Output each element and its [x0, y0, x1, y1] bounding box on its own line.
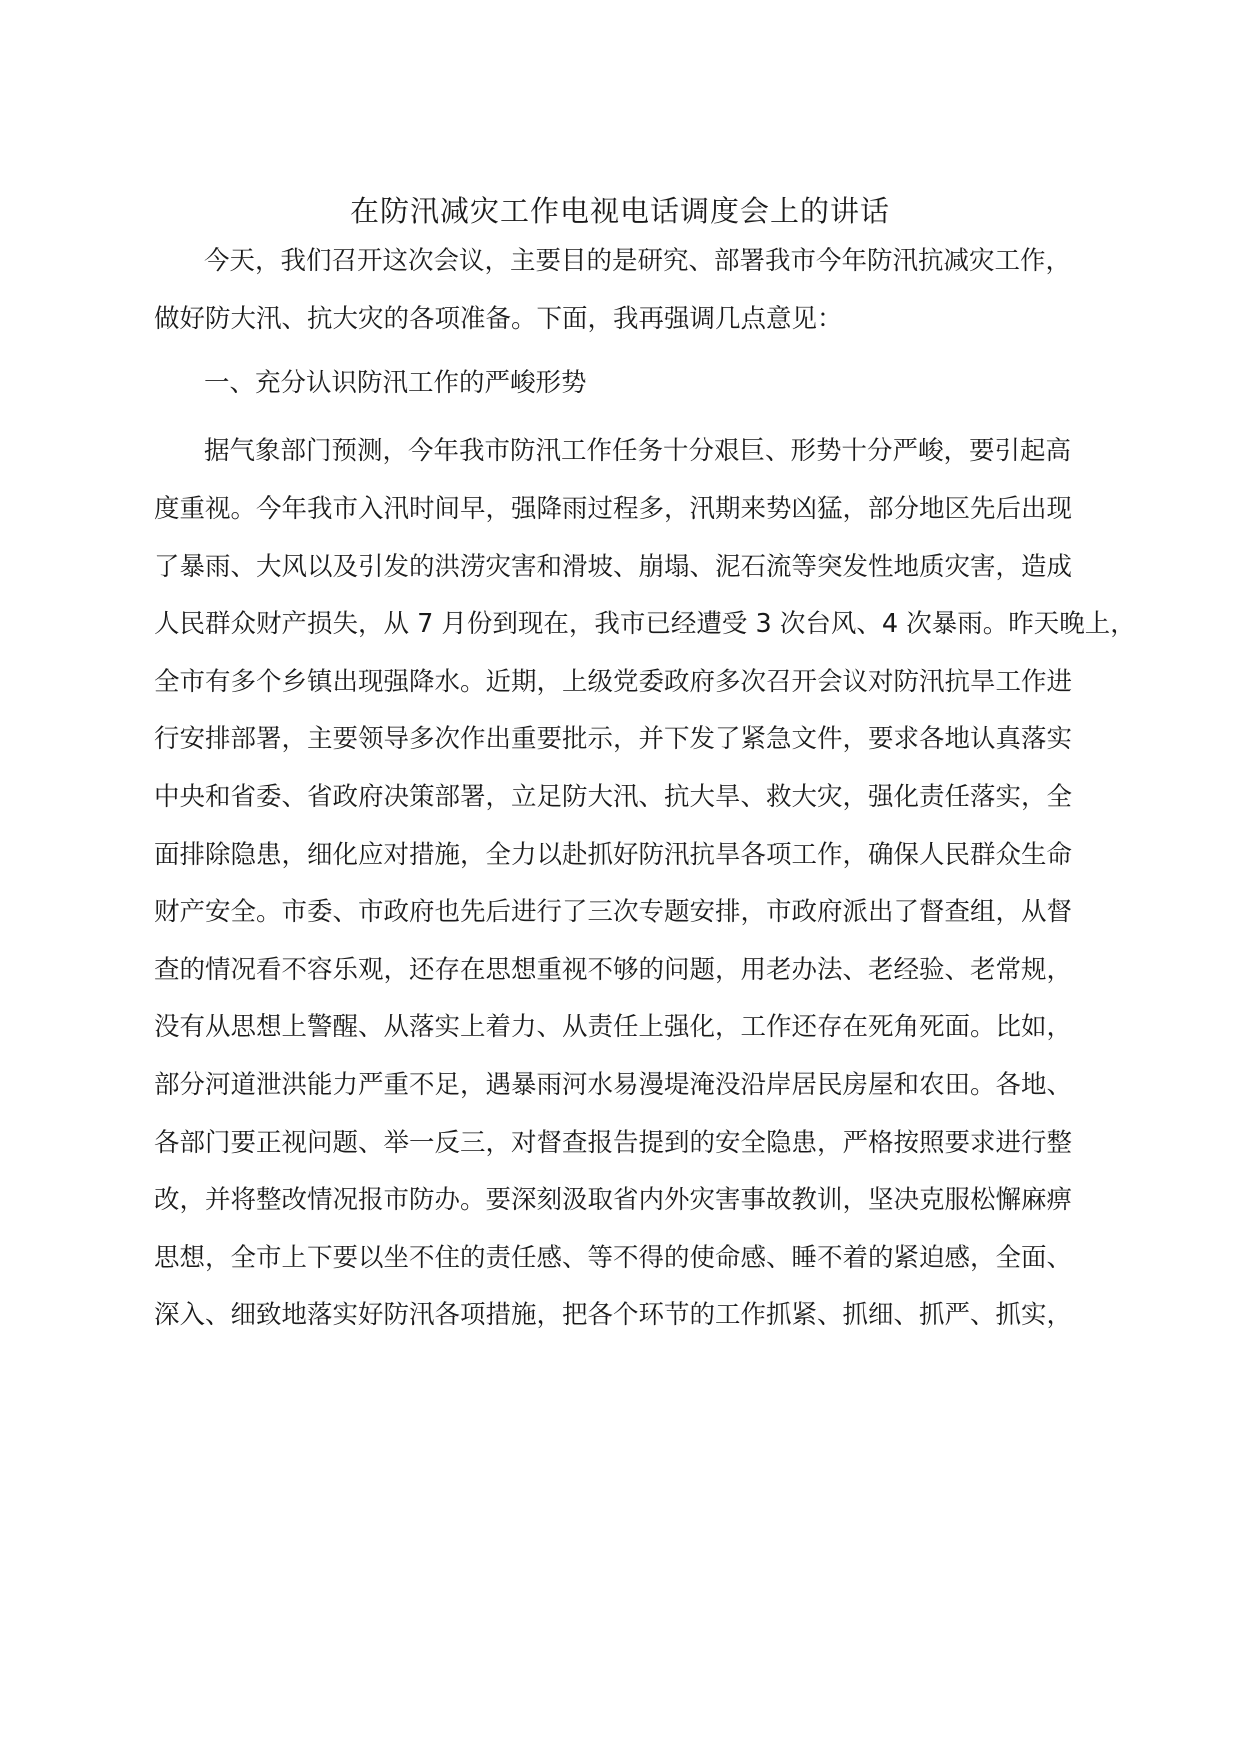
body-line: 行安排部署，主要领导多次作出重要批示，并下发了紧急文件，要求各地认真落实	[154, 724, 1073, 754]
body-line: 全市有多个乡镇出现强降水。近期，上级党委政府多次召开会议对防汛抗旱工作进	[154, 667, 1073, 697]
body-line: 了暴雨、大风以及引发的洪涝灾害和滑坡、崩塌、泥石流等突发性地质灾害，造成	[154, 552, 1073, 582]
body-line: 中央和省委、省政府决策部署，立足防大汛、抗大旱、救大灾，强化责任落实，全	[154, 782, 1073, 812]
body-line: 度重视。今年我市入汛时间早，强降雨过程多，汛期来势凶猛，部分地区先后出现	[154, 494, 1073, 524]
body-line: 财产安全。市委、市政府也先后进行了三次专题安排，市政府派出了督查组，从督	[154, 897, 1073, 927]
body-line: 思想，全市上下要以坐不住的责任感、等不得的使命感、睡不着的紧迫感，全面、	[154, 1243, 1073, 1273]
document-title: 在防汛减灾工作电视电话调度会上的讲话	[349, 194, 890, 228]
body-line: 深入、细致地落实好防汛各项措施，把各个环节的工作抓紧、抓细、抓严、抓实，	[154, 1300, 1073, 1330]
body-line: 人民群众财产损失，从 7 月份到现在，我市已经遭受 3 次台风、4 次暴雨。昨天晚上，	[154, 609, 1136, 639]
body-line: 部分河道泄洪能力严重不足，遇暴雨河水易漫堤淹没沿岸居民房屋和农田。各地、	[154, 1070, 1073, 1100]
body-line: 没有从思想上警醒、从落实上着力、从责任上强化，工作还存在死角死面。比如，	[154, 1012, 1073, 1042]
intro-line: 做好防大汛、抗大灾的各项准备。下面，我再强调几点意见：	[154, 304, 843, 334]
body-line: 查的情况看不容乐观，还存在思想重视不够的问题，用老办法、老经验、老常规，	[154, 955, 1073, 985]
body-line: 改，并将整改情况报市防办。要深刻汲取省内外灾害事故教训，坚决克服松懈麻痹	[154, 1185, 1073, 1215]
body-line: 各部门要正视问题、举一反三，对督查报告提到的安全隐患，严格按照要求进行整	[154, 1128, 1073, 1158]
body-line: 面排除隐患，细化应对措施，全力以赴抓好防汛抗旱各项工作，确保人民群众生命	[154, 840, 1073, 870]
intro-line: 今天，我们召开这次会议，主要目的是研究、部署我市今年防汛抗减灾工作，	[204, 246, 1072, 276]
body-line: 据气象部门预测，今年我市防汛工作任务十分艰巨、形势十分严峻，要引起高	[204, 436, 1072, 466]
section-heading: 一、充分认识防汛工作的严峻形势	[204, 368, 587, 398]
